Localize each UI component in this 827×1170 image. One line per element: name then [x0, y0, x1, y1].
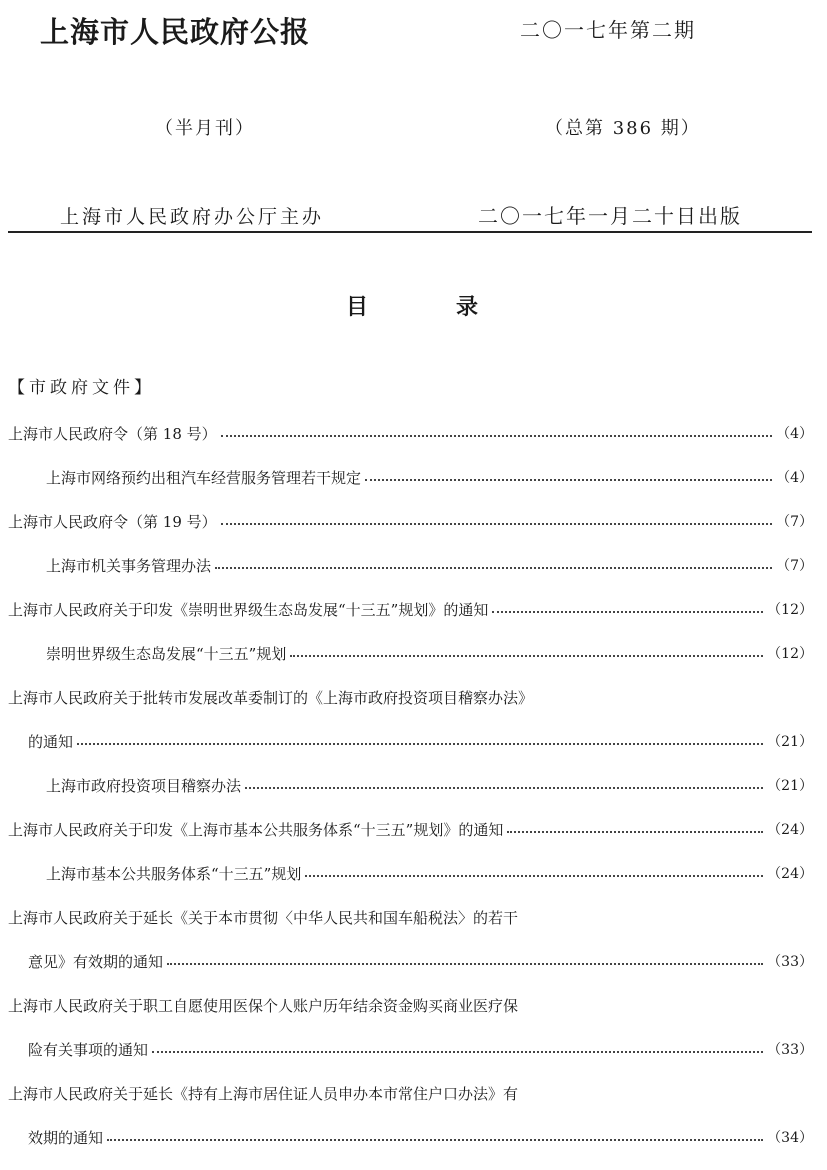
section-heading: 【市政府文件】: [8, 378, 155, 398]
toc-leader-dots: [167, 963, 763, 965]
toc-entry-text: 上海市人民政府令（第 19 号）: [8, 512, 217, 531]
toc-entry-text: 上海市人民政府关于印发《崇明世界级生态岛发展“十三五”规划》的通知: [8, 600, 489, 619]
toc-entry-text: 险有关事项的通知: [28, 1040, 149, 1059]
toc-entry[interactable]: [46, 553, 813, 577]
toc-entry-page: （12）: [767, 646, 813, 662]
toc-entry[interactable]: [28, 1125, 813, 1149]
toc-leader-dots: [290, 655, 763, 657]
toc-entry-first-line[interactable]: [8, 905, 518, 929]
toc-entry[interactable]: [8, 817, 813, 841]
toc-entry-text: 上海市基本公共服务体系“十三五”规划: [46, 864, 302, 883]
toc-entry-page: （7）: [776, 514, 813, 530]
toc-entry[interactable]: [8, 597, 813, 621]
toc-entry-text: 上海市网络预约出租汽车经营服务管理若干规定: [46, 468, 362, 487]
publication-date: 二〇一七年一月二十日出版: [478, 204, 742, 228]
toc-leader-dots: [305, 875, 763, 877]
toc-entry-page: （33）: [767, 1042, 813, 1058]
toc-entry-page: （21）: [767, 734, 813, 750]
toc-entry-page: （34）: [767, 1130, 813, 1146]
toc-entry[interactable]: [8, 421, 813, 445]
toc-title-left: 目: [346, 294, 369, 320]
toc-entry-page: （12）: [767, 602, 813, 618]
toc-entry-first-line[interactable]: [8, 1081, 518, 1105]
toc-leader-dots: [77, 743, 763, 745]
toc-entry-text: 上海市人民政府令（第 18 号）: [8, 424, 217, 443]
total-issue-number: （总第 386 期）: [545, 118, 701, 139]
toc-leader-dots: [221, 435, 772, 437]
sponsor: 上海市人民政府办公厅主办: [60, 206, 325, 228]
toc-leader-dots: [215, 567, 772, 569]
toc-entry[interactable]: [46, 465, 813, 489]
toc-leader-dots: [365, 479, 772, 481]
toc-entry[interactable]: [8, 509, 813, 533]
header-divider: [8, 231, 812, 233]
toc-entry-text: 意见》有效期的通知: [28, 952, 164, 971]
toc-leader-dots: [492, 611, 763, 613]
toc-entry-page: （24）: [767, 822, 813, 838]
toc-leader-dots: [152, 1051, 763, 1053]
toc-entry-page: （24）: [767, 866, 813, 882]
toc-entry-text: 崇明世界级生态岛发展“十三五”规划: [46, 644, 287, 663]
toc-leader-dots: [221, 523, 772, 525]
toc-entry-first-line[interactable]: [8, 685, 533, 709]
toc-entry-text: 上海市机关事务管理办法: [46, 556, 212, 575]
toc-entry-text: 的通知: [28, 732, 74, 751]
toc-entry-page: （4）: [776, 470, 813, 486]
toc-entry[interactable]: [46, 773, 813, 797]
gazette-title: 上海市人民政府公报: [40, 15, 311, 49]
toc-entry-text: 效期的通知: [28, 1128, 104, 1147]
toc-entry[interactable]: [28, 1037, 813, 1061]
toc-entry-text: 上海市政府投资项目稽察办法: [46, 776, 242, 795]
toc-entry-page: （4）: [776, 426, 813, 442]
toc-entry-page: （7）: [776, 558, 813, 574]
toc-entry[interactable]: [46, 861, 813, 885]
toc-entry-page: （21）: [767, 778, 813, 794]
issue-number: 二〇一七年第二期: [520, 18, 696, 42]
toc-leader-dots: [107, 1139, 763, 1141]
toc-entry-text: 上海市人民政府关于批转市发展改革委制订的《上海市政府投资项目稽察办法》: [8, 688, 534, 707]
toc-entry[interactable]: [28, 949, 813, 973]
toc-entry-page: （33）: [767, 954, 813, 970]
toc-leader-dots: [245, 787, 763, 789]
toc-entry[interactable]: [28, 729, 813, 753]
toc-entry[interactable]: [46, 641, 813, 665]
toc-entry-first-line[interactable]: [8, 993, 518, 1017]
toc-entry-text: 上海市人民政府关于印发《上海市基本公共服务体系“十三五”规划》的通知: [8, 820, 504, 839]
toc-entry-text: 上海市人民政府关于职工自愿使用医保个人账户历年结余资金购买商业医疗保: [8, 996, 519, 1015]
publication-frequency: （半月刊）: [155, 118, 255, 139]
toc-entry-text: 上海市人民政府关于延长《持有上海市居住证人员申办本市常住户口办法》有: [8, 1084, 519, 1103]
toc-entry-text: 上海市人民政府关于延长《关于本市贯彻〈中华人民共和国车船税法〉的若干: [8, 908, 519, 927]
toc-title-right: 录: [456, 294, 479, 320]
toc-leader-dots: [507, 831, 763, 833]
